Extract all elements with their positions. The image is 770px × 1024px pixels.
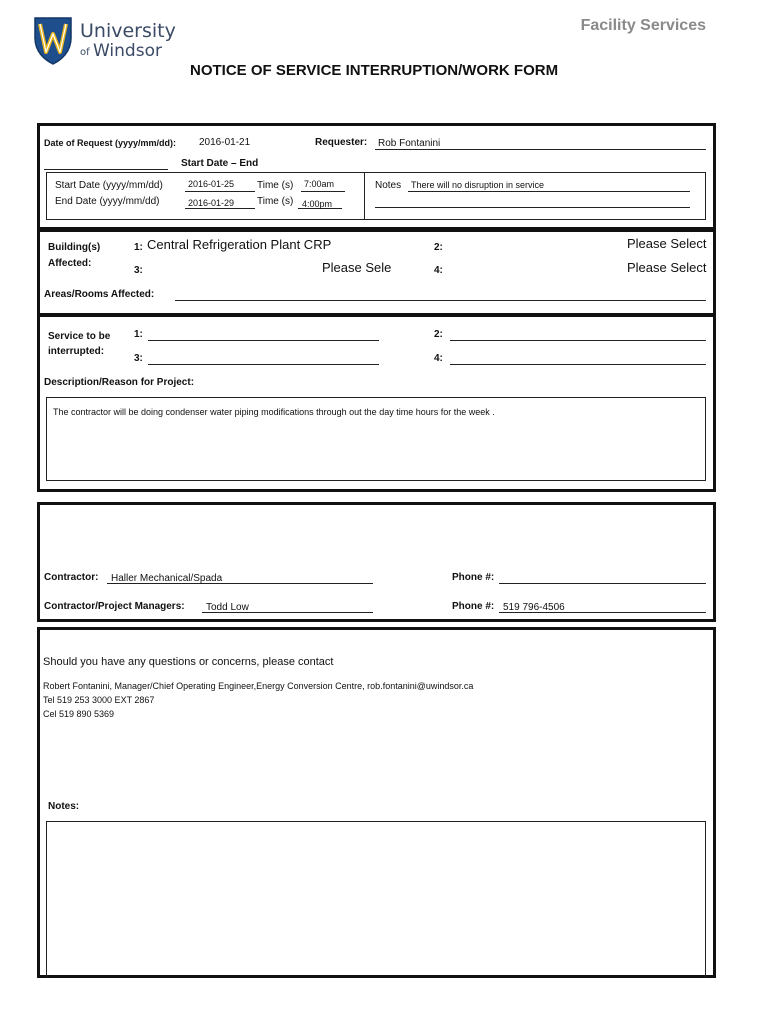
logo-of-text: of — [80, 47, 90, 58]
date-of-request-value[interactable]: 2016-01-21 — [199, 137, 251, 148]
buildings-label-2: Affected: — [48, 258, 92, 269]
building-4-select[interactable]: Please Select — [627, 260, 707, 275]
contact-line-3: Cel 519 890 5369 — [43, 709, 115, 719]
notes-value[interactable]: There will no disruption in service — [411, 180, 545, 190]
start-date-value[interactable]: 2016-01-25 — [188, 179, 235, 189]
end-date-label: End Date (yyyy/mm/dd) — [55, 196, 160, 207]
date-of-request-label: Date of Request (yyyy/mm/dd): — [44, 138, 177, 148]
requester-underline — [375, 149, 706, 150]
dates-divider — [364, 172, 365, 220]
notes-underline-1 — [408, 191, 690, 192]
contact-line-1: Robert Fontanini, Manager/Chief Operating Engineer,Energy Conversion Centre, rob.fontanini@uwindsor.ca — [43, 681, 474, 691]
building-3-select[interactable]: Please Sele — [322, 260, 392, 275]
service-1-field[interactable] — [148, 340, 379, 341]
notes-underline-2 — [375, 207, 690, 208]
phone-2-label: Phone #: — [452, 601, 495, 612]
end-time-value[interactable]: 4:00pm — [302, 199, 333, 209]
requester-value[interactable]: Rob Fontanini — [378, 138, 441, 149]
service-3-field[interactable] — [148, 364, 379, 365]
end-date-value[interactable]: 2016-01-29 — [188, 198, 235, 208]
department-title: Facility Services — [580, 17, 706, 34]
building-4-number: 4: — [434, 265, 443, 276]
buildings-label-1: Building(s) — [48, 242, 101, 253]
start-date-underline — [185, 191, 255, 192]
service-label-2: interrupted: — [48, 346, 105, 357]
university-logo — [33, 14, 176, 70]
start-end-section-label: Start Date – End — [181, 158, 259, 169]
start-time-value[interactable]: 7:00am — [304, 179, 335, 189]
areas-rooms-label: Areas/Rooms Affected: — [44, 289, 155, 300]
start-date-label: Start Date (yyyy/mm/dd) — [55, 180, 163, 191]
start-time-label: Time (s) — [257, 180, 294, 191]
end-date-underline — [185, 208, 255, 209]
description-label: Description/Reason for Project: — [44, 377, 195, 388]
project-manager-value[interactable]: Todd Low — [206, 602, 249, 613]
project-manager-label: Contractor/Project Managers: — [44, 601, 185, 612]
notes-box[interactable] — [46, 821, 706, 978]
description-value: The contractor will be doing condenser water piping modifications through out the day time hours for the week . — [53, 407, 495, 417]
requester-label: Requester: — [315, 137, 368, 148]
contractor-label: Contractor: — [44, 572, 99, 583]
contact-line-2: Tel 519 253 3000 EXT 2867 — [43, 695, 155, 705]
phone-1-field[interactable] — [499, 583, 706, 584]
service-4-field[interactable] — [450, 364, 706, 365]
service-3-number: 3: — [134, 353, 143, 364]
phone-2-value[interactable]: 519 796-4506 — [503, 602, 565, 613]
building-1-number: 1: — [134, 242, 143, 253]
shield-crest-icon — [33, 14, 73, 66]
building-1-select[interactable]: Central Refrigeration Plant CRP — [147, 237, 332, 252]
form-title: NOTICE OF SERVICE INTERRUPTION/WORK FORM — [190, 62, 559, 79]
logo-university-text: University — [80, 20, 176, 42]
notes-label: Notes — [375, 180, 402, 191]
areas-rooms-field[interactable] — [175, 300, 706, 301]
service-label-1: Service to be — [48, 331, 111, 342]
contact-intro: Should you have any questions or concerns, please contact — [43, 656, 334, 668]
contractor-value[interactable]: Haller Mechanical/Spada — [111, 573, 223, 584]
service-2-field[interactable] — [450, 340, 706, 341]
service-1-number: 1: — [134, 329, 143, 340]
start-time-underline — [301, 191, 345, 192]
service-2-number: 2: — [434, 329, 443, 340]
blank-underline — [44, 169, 168, 170]
end-time-label: Time (s) — [257, 196, 294, 207]
logo-windsor-text: Windsor — [93, 41, 162, 61]
building-2-number: 2: — [434, 242, 443, 253]
building-3-number: 3: — [134, 265, 143, 276]
building-2-select[interactable]: Please Select — [627, 236, 707, 251]
phone-1-label: Phone #: — [452, 572, 495, 583]
service-4-number: 4: — [434, 353, 443, 364]
notes-section-label: Notes: — [48, 801, 80, 812]
